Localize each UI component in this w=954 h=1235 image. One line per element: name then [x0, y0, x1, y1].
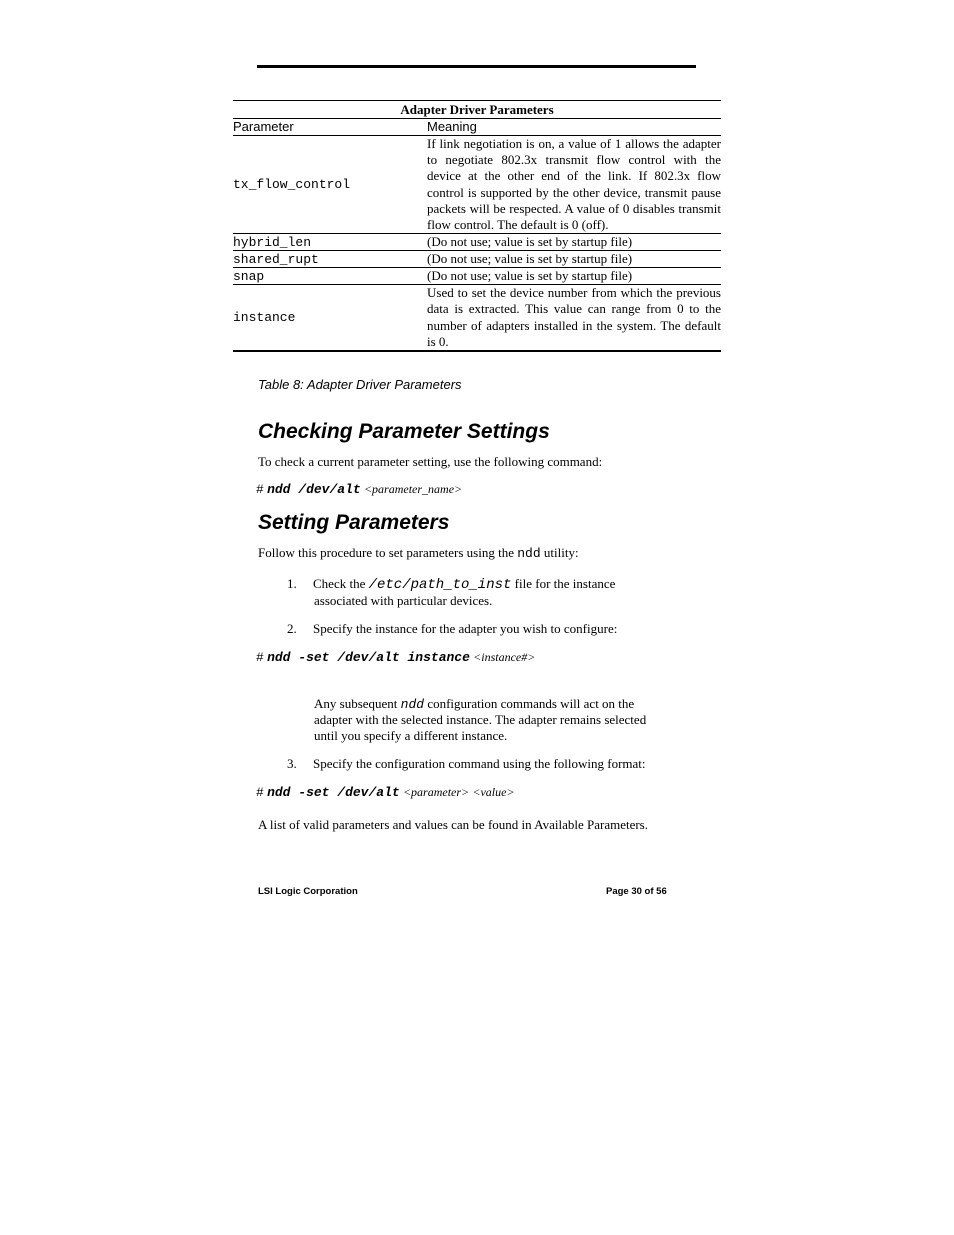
table-row — [233, 234, 721, 251]
parameter-name: shared_rupt — [233, 251, 319, 267]
prompt-hash: # — [256, 650, 264, 665]
command-argument: <value> — [472, 785, 515, 799]
intro-text: Follow this procedure to set parameters using the — [258, 545, 518, 560]
note-line-1 — [314, 696, 634, 713]
step-3 — [287, 756, 646, 772]
set-parameter-command — [256, 784, 515, 801]
parameter-meaning: Used to set the device number from which the previous data is extracted. This value can range from 0 to the number of adapters installed in the system. The default is 0. — [427, 285, 721, 349]
intro-text: utility: — [540, 545, 579, 560]
step-text: Specify the configuration command using the following format: — [313, 756, 646, 771]
parameter-meaning: (Do not use; value is set by startup file) — [427, 268, 633, 284]
adapter-parameters-table — [233, 100, 721, 352]
step-1-continued: associated with particular devices. — [314, 593, 493, 608]
command-argument: <parameter_name> — [363, 482, 463, 496]
parameter-meaning: (Do not use; value is set by startup file) — [427, 251, 633, 267]
table-title: Adapter Driver Parameters — [233, 101, 721, 119]
setting-intro — [258, 545, 579, 562]
step-text: Check the — [313, 576, 369, 591]
table-row — [233, 268, 721, 285]
parameter-name: instance — [233, 310, 296, 326]
footer-page-number: Page 30 of 56 — [606, 886, 667, 897]
command-text: ndd /dev/alt — [267, 482, 361, 497]
set-instance-command — [256, 649, 535, 666]
checking-intro: To check a current parameter setting, use the following command: — [258, 454, 603, 469]
table-header-row — [233, 119, 721, 136]
command-text: ndd -set /dev/alt — [267, 785, 400, 800]
closing-paragraph: A list of valid parameters and values can be found in Available Parameters. — [258, 817, 648, 832]
inline-code: /etc/path_to_inst — [368, 577, 512, 593]
section-heading-setting: Setting Parameters — [258, 511, 450, 534]
table-row — [233, 136, 721, 234]
step-number: 3. — [287, 756, 297, 771]
column-header-meaning: Meaning — [427, 119, 477, 134]
command-argument: <parameter> — [402, 785, 470, 799]
step-text: file for the instance — [511, 576, 616, 591]
section-heading-checking: Checking Parameter Settings — [258, 420, 550, 443]
parameter-name: tx_flow_control — [233, 177, 351, 193]
check-command — [256, 481, 462, 498]
parameter-meaning: If link negotiation is on, a value of 1 allows the adapter to negotiate 802.3x transmit flow control with the device at the other end of the link. If 802.3x flow control is supported by the other device, transmit pause packets will be respected. A value of 0 disables transmit flow control. The default is 0 (off). — [427, 136, 721, 233]
parameter-name: hybrid_len — [233, 234, 312, 250]
step-1 — [287, 576, 615, 593]
prompt-hash: # — [256, 785, 264, 800]
table-row — [233, 285, 721, 350]
prompt-hash: # — [256, 482, 264, 497]
note-text: Any subsequent — [314, 696, 401, 711]
parameter-meaning: (Do not use; value is set by startup file) — [427, 234, 633, 250]
step-number: 2. — [287, 621, 297, 636]
table-caption: Table 8: Adapter Driver Parameters — [258, 377, 462, 392]
note-text: configuration commands will act on the — [424, 696, 635, 711]
step-text: Specify the instance for the adapter you wish to configure: — [313, 621, 618, 636]
table-row — [233, 251, 721, 268]
column-header-parameter: Parameter — [233, 119, 294, 134]
footer-company: LSI Logic Corporation — [258, 886, 358, 897]
parameter-name: snap — [233, 268, 265, 284]
command-argument: <instance#> — [473, 650, 536, 664]
command-text: ndd -set /dev/alt instance — [267, 650, 470, 665]
step-2 — [287, 621, 617, 637]
note-line-3: until you specify a different instance. — [314, 728, 508, 743]
step-number: 1. — [287, 576, 297, 591]
header-rule — [257, 65, 696, 68]
note-line-2: adapter with the selected instance. The adapter remains selected — [314, 712, 647, 727]
inline-code: ndd — [400, 697, 425, 712]
inline-code: ndd — [517, 546, 541, 561]
